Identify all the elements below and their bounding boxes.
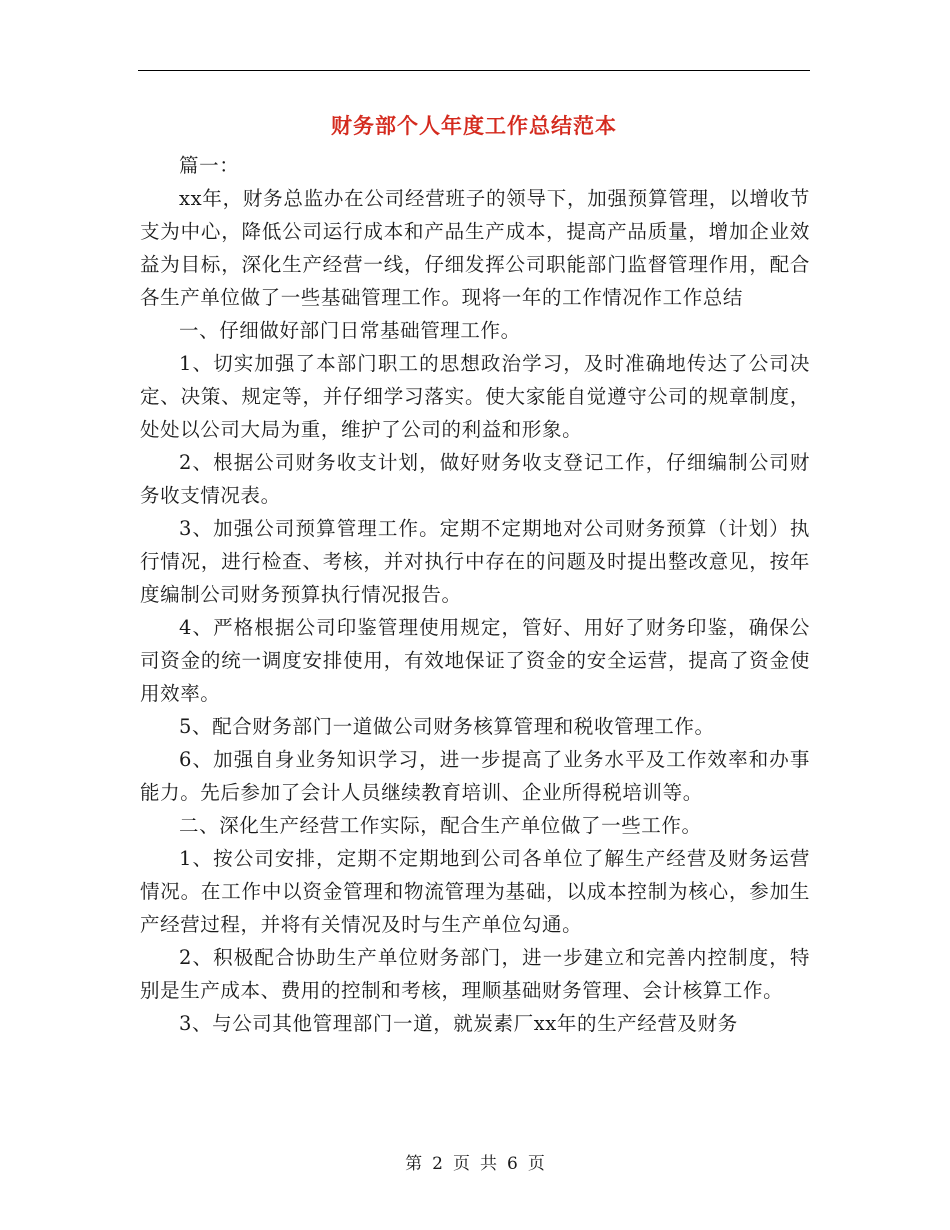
document-body — [140, 149, 810, 1040]
paragraph-intro: xx年，财务总监办在公司经营班子的领导下，加强预算管理，以增收节支为中心，降低公司运行成本和产品生产成本，提高产品质量，增加企业效益为目标，深化生产经营一线，仔细发挥公司职能部门监督管理作用，配合各生产单位做了一些基础管理工作。现将一年的工作情况作工作总结 — [140, 187, 810, 309]
footer-page-current: 2 — [432, 1154, 443, 1174]
paragraph-item-1-4: 4、严格根据公司印鉴管理使用规定，管好、用好了财务印鉴，确保公司资金的统一调度安排使用，有效地保证了资金的安全运营，提高了资金使用效率。 — [140, 616, 810, 705]
paragraph-heading-one: 一、仔细做好部门日常基础管理工作。 — [179, 319, 521, 342]
footer-word-ye: 页 — [453, 1154, 470, 1174]
footer-page-total: 6 — [507, 1154, 518, 1174]
page-footer — [0, 1150, 950, 1178]
header-rule — [138, 70, 810, 71]
paragraph-item-1-2: 2、根据公司财务收支计划，做好财务收支登记工作，仔细编制公司财务收支情况表。 — [140, 451, 810, 507]
document-title: 财务部个人年度工作总结范本 — [331, 113, 617, 138]
paragraph-item-2-1: 1、按公司安排，定期不定期地到公司各单位了解生产经营及财务运营情况。在工作中以资金管理和物流管理为基础，以成本控制为核心，参加生产经营过程，并将有关情况及时与生产单位勾通。 — [140, 847, 810, 936]
footer-word-gong: 共 — [480, 1154, 497, 1174]
paragraph-section-label: 篇一： — [179, 154, 240, 177]
paragraph-item-2-2: 2、积极配合协助生产单位财务部门，进一步建立和完善内控制度，特别是生产成本、费用的控制和考核，理顺基础财务管理、会计核算工作。 — [140, 946, 810, 1002]
paragraph-item-1-3: 3、加强公司预算管理工作。定期不定期地对公司财务预算（计划）执行情况，进行检查、考核，并对执行中存在的问题及时提出整改意见，按年度编制公司财务预算执行情况报告。 — [140, 517, 810, 606]
paragraph-item-2-3: 3、与公司其他管理部门一道，就炭素厂xx年的生产经营及财务 — [179, 1012, 738, 1035]
footer-word-ye-2: 页 — [527, 1154, 545, 1174]
paragraph-item-1-1: 1、切实加强了本部门职工的思想政治学习，及时准确地传达了公司决定、决策、规定等，并仔细学习落实。使大家能自觉遵守公司的规章制度，处处以公司大局为重，维护了公司的利益和形象。 — [140, 352, 810, 441]
footer-word-di: 第 — [405, 1154, 423, 1174]
paragraph-heading-two: 二、深化生产经营工作实际，配合生产单位做了一些工作。 — [179, 814, 702, 837]
paragraph-item-1-6: 6、加强自身业务知识学习，进一步提高了业务水平及工作效率和办事能力。先后参加了会计人员继续教育培训、企业所得税培训等。 — [140, 748, 810, 804]
paragraph-item-1-5: 5、配合财务部门一道做公司财务核算管理和税收管理工作。 — [179, 715, 715, 738]
